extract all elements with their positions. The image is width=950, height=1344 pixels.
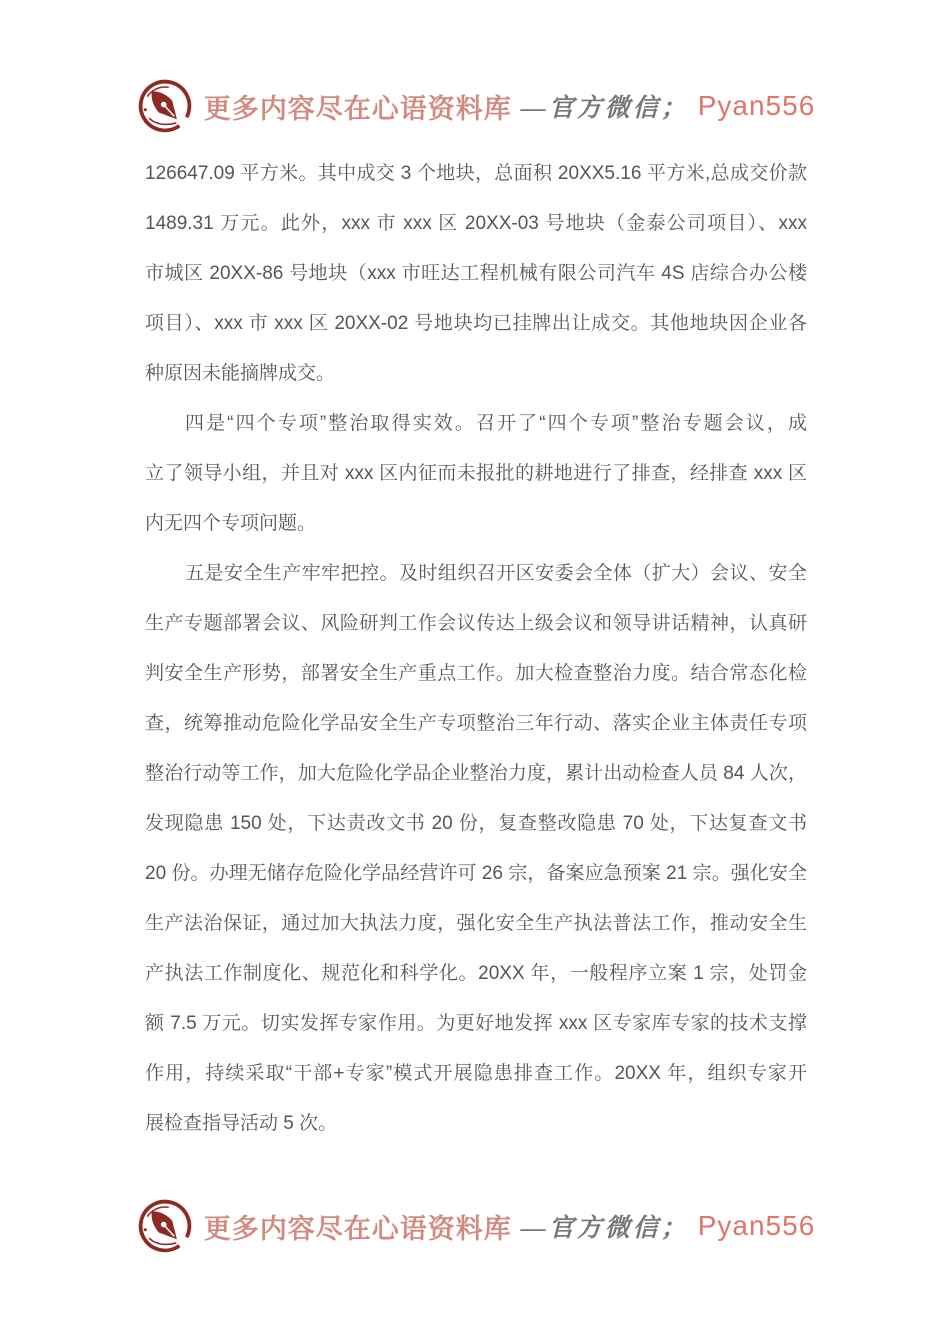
header-watermark <box>0 76 950 136</box>
pen-nib-logo-icon <box>135 76 195 136</box>
text-line: 发现隐患 150 处，下达责改文书 20 份，复查整改隐患 70 处，下达复查文书 <box>145 813 807 834</box>
document-body <box>145 149 807 1149</box>
text-line: 生产法治保证，通过加大执法力度，强化安全生产执法普法工作，推动安全生 <box>145 913 807 934</box>
text-line: 种原因未能摘牌成交。 <box>145 363 336 384</box>
watermark-brand-text: 更多内容尽在心语资料库 <box>203 93 512 124</box>
watermark-wechat-label: —官方微信； <box>520 1215 689 1242</box>
text-line: 展检查指导活动 5 次。 <box>145 1113 338 1134</box>
text-line: 126647.09 平方米。其中成交 3 个地块，总面积 20XX5.16 平方米,总成交价款 <box>145 163 807 184</box>
pen-nib-logo-icon <box>135 1196 195 1256</box>
text-line: 内无四个专项问题。 <box>145 513 317 534</box>
text-line: 查，统筹推动危险化学品安全生产专项整治三年行动、落实企业主体责任专项 <box>145 713 807 734</box>
text-line: 五是安全生产牢牢把控。及时组织召开区安委会全体（扩大）会议、安全 <box>185 563 807 584</box>
paragraph <box>145 549 807 1149</box>
footer-watermark <box>0 1196 950 1256</box>
text-line: 整治行动等工作，加大危险化学品企业整治力度，累计出动检查人员 84 人次， <box>145 763 807 784</box>
text-line: 额 7.5 万元。切实发挥专家作用。为更好地发挥 xxx 区专家库专家的技术支撑 <box>145 1013 807 1034</box>
text-line: 1489.31 万元。此外，xxx 市 xxx 区 20XX-03 号地块（金泰公司项目）、xxx <box>145 213 807 234</box>
text-line: 生产专题部署会议、风险研判工作会议传达上级会议和领导讲话精神，认真研 <box>145 613 807 634</box>
watermark-wechat-id: Pyan556 <box>697 90 816 121</box>
watermark-wechat-label: —官方微信； <box>520 95 689 122</box>
watermark-wechat-id: Pyan556 <box>697 1210 816 1241</box>
text-line: 产执法工作制度化、规范化和科学化。20XX 年，一般程序立案 1 宗，处罚金 <box>145 963 807 984</box>
text-line: 市城区 20XX-86 号地块（xxx 市旺达工程机械有限公司汽车 4S 店综合办公楼 <box>145 263 807 284</box>
text-line: 立了领导小组，并且对 xxx 区内征而未报批的耕地进行了排查，经排查 xxx 区 <box>145 463 807 484</box>
watermark-brand-text: 更多内容尽在心语资料库 <box>203 1213 512 1244</box>
text-line: 作用，持续采取“干部+专家”模式开展隐患排查工作。20XX 年，组织专家开 <box>145 1063 807 1084</box>
text-line: 20 份。办理无储存危险化学品经营许可 26 宗，备案应急预案 21 宗。强化安全 <box>145 863 807 884</box>
text-line: 四是“四个专项”整治取得实效。召开了“四个专项”整治专题会议，成 <box>185 413 807 434</box>
text-line: 判安全生产形势，部署安全生产重点工作。加大检查整治力度。结合常态化检 <box>145 663 807 684</box>
text-line: 项目）、xxx 市 xxx 区 20XX-02 号地块均已挂牌出让成交。其他地块因企业各 <box>145 313 807 334</box>
paragraph <box>145 399 807 549</box>
paragraph <box>145 149 807 399</box>
